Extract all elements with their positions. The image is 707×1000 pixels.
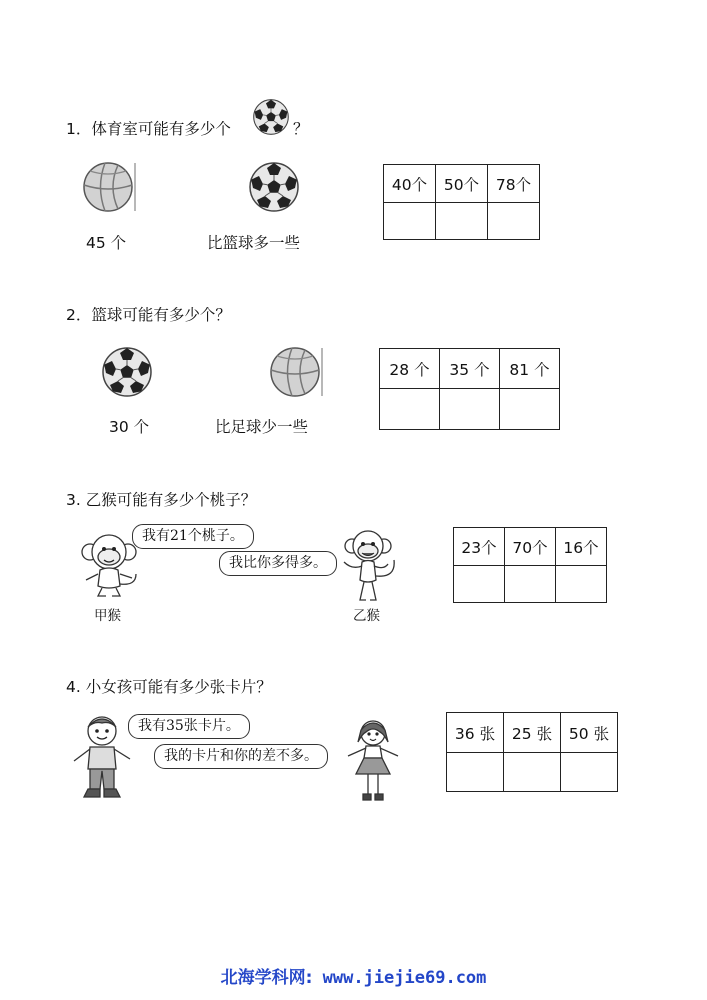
boy-illustration (70, 713, 134, 801)
speech-bubble-monkey-a: 我有21个桃子。 (132, 524, 254, 549)
q4-answer-cell[interactable] (504, 753, 561, 792)
q1-option-2: 50个 (436, 165, 488, 203)
monkey-b-illustration (336, 526, 402, 604)
q4-answer-cell[interactable] (447, 753, 504, 792)
q2-answer-cell[interactable] (380, 389, 440, 430)
q3-option-1: 23个 (454, 528, 505, 566)
soccer-ball-icon (252, 98, 290, 136)
q3-answer-cell[interactable] (505, 566, 556, 603)
q1-answer-cell[interactable] (488, 203, 540, 240)
q4-option-1: 36 张 (447, 713, 504, 753)
q4-options-table (446, 712, 618, 792)
girl-illustration (340, 716, 406, 804)
question-1-title: 1．体育室可能有多少个 (66, 120, 231, 138)
q2-soccer-count: 30 个 (109, 418, 150, 436)
footer-site-name: 北海学科网: (220, 968, 313, 988)
q3-option-3: 16个 (556, 528, 607, 566)
q4-answer-cell[interactable] (561, 753, 618, 792)
q1-options-table (383, 164, 540, 240)
q2-answer-cell[interactable] (500, 389, 560, 430)
monkey-b-name: 乙猴 (353, 608, 380, 624)
q3-option-2: 70个 (505, 528, 556, 566)
speech-bubble-monkey-b: 我比你多得多。 (219, 551, 337, 576)
q3-answer-cell[interactable] (556, 566, 607, 603)
q2-options-table (379, 348, 560, 430)
soccer-ball-icon (246, 158, 304, 216)
q3-options-table (453, 527, 607, 603)
question-3-title: 3. 乙猴可能有多少个桃子？ (66, 491, 257, 509)
q1-answer-cell[interactable] (436, 203, 488, 240)
q1-option-3: 78个 (488, 165, 540, 203)
q1-basketball-count: 45 个 (86, 234, 127, 252)
speech-bubble-girl: 我的卡片和你的差不多。 (154, 744, 328, 769)
soccer-ball-icon (99, 343, 157, 401)
q3-answer-cell[interactable] (454, 566, 505, 603)
basketball-icon (267, 343, 327, 401)
question-2-title: 2．篮球可能有多少个？ (66, 306, 231, 324)
q4-option-2: 25 张 (504, 713, 561, 753)
monkey-a-name: 甲猴 (94, 608, 121, 624)
q2-answer-cell[interactable] (440, 389, 500, 430)
footer-url-link[interactable]: www.jiejie69.com (322, 968, 487, 988)
basketball-icon (80, 158, 140, 216)
speech-bubble-boy: 我有35张卡片。 (128, 714, 250, 739)
q2-option-1: 28 个 (380, 349, 440, 389)
q2-basketball-hint: 比足球少一些 (215, 418, 309, 436)
q1-soccer-hint: 比篮球多一些 (207, 234, 301, 252)
q2-option-3: 81 个 (500, 349, 560, 389)
q1-option-1: 40个 (384, 165, 436, 203)
question-1-title-suffix: ？ (293, 120, 309, 138)
q4-option-3: 50 张 (561, 713, 618, 753)
q2-option-2: 35 个 (440, 349, 500, 389)
question-4-title: 4. 小女孩可能有多少张卡片？ (66, 678, 272, 696)
q1-answer-cell[interactable] (384, 203, 436, 240)
footer-watermark (0, 963, 707, 988)
